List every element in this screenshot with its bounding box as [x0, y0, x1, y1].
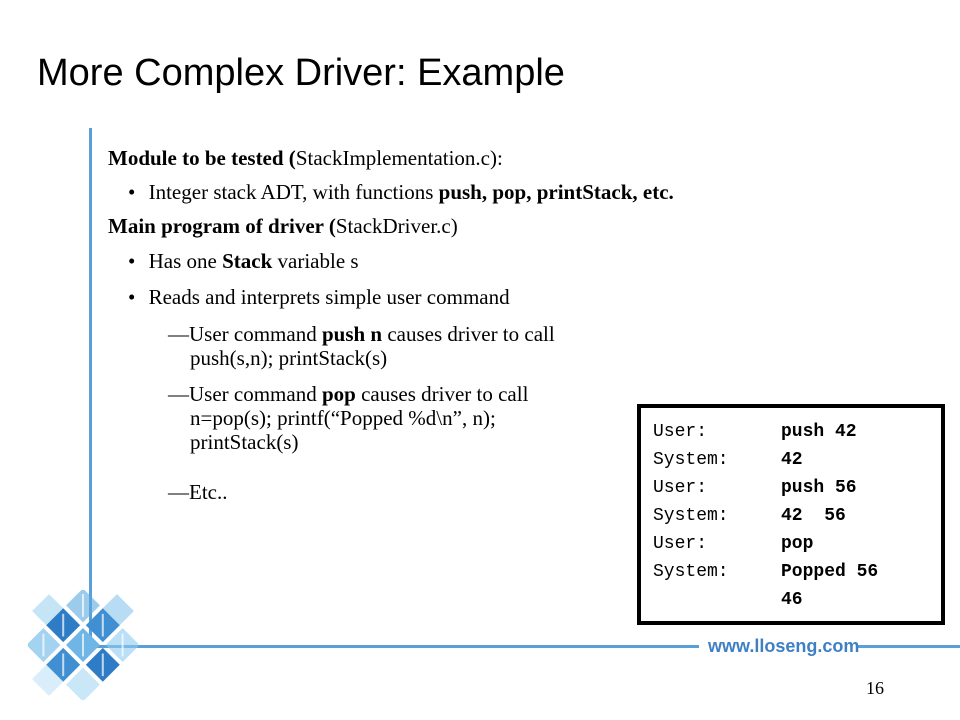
footer-url: www.lloseng.com [708, 636, 860, 656]
console-row [653, 446, 803, 474]
bullet-2-pre: Has one [148, 249, 223, 273]
console-speaker: User: [653, 478, 708, 498]
sub-item-1-bold: push n [321, 322, 383, 346]
console-message: pop [781, 534, 814, 554]
bullet-dot: • [128, 249, 136, 273]
sub-item-2-pre: —User command [168, 382, 322, 406]
bullet-2-bold: Stack [222, 249, 273, 273]
main-heading-file: StackDriver.c) [335, 214, 458, 238]
sub-item-2 [168, 382, 528, 406]
sub-item-2-line3: printStack(s) [190, 430, 299, 454]
bottom-accent-line [89, 645, 699, 648]
page-number: 16 [866, 678, 884, 698]
console-row [653, 474, 857, 502]
console-speaker: System: [653, 450, 729, 470]
main-heading [108, 214, 458, 238]
bullet-1-text: Integer stack ADT, with functions [148, 180, 439, 204]
console-row [653, 558, 878, 586]
bullet-3-text: Reads and interprets simple user command [148, 285, 510, 309]
sub-item-2-bold: pop [321, 382, 356, 406]
bullet-3 [128, 285, 510, 309]
bullet-2 [128, 249, 359, 273]
lloseng-diamond-logo [28, 590, 138, 700]
sub-item-1 [168, 322, 555, 346]
console-speaker: System: [653, 562, 729, 582]
bullet-dot: • [128, 180, 136, 204]
sub-item-3: —Etc.. [168, 480, 228, 504]
sub-item-2-post: causes driver to call [355, 382, 529, 406]
slide-title: More Complex Driver: Example [37, 52, 565, 94]
console-message: 46 [781, 590, 803, 610]
sub-item-1-post: causes driver to call [382, 322, 555, 346]
module-heading-file: StackImplementation.c): [295, 146, 503, 170]
module-heading-bold: Module to be tested ( [108, 146, 296, 170]
console-example-box [637, 404, 945, 625]
sub-item-2-line2: n=pop(s); printf(“Popped %d\n”, n); [190, 406, 496, 430]
bullet-1-bold: push, pop, printStack, etc. [438, 180, 674, 204]
left-accent-line [89, 128, 92, 648]
sub-item-1-line2: push(s,n); printStack(s) [190, 346, 388, 370]
console-row [653, 418, 857, 446]
bottom-accent-line-right [856, 645, 960, 648]
bullet-2-post: variable s [272, 249, 359, 273]
main-heading-bold: Main program of driver ( [108, 214, 336, 238]
console-row [653, 530, 813, 558]
console-message: 42 56 [781, 506, 846, 526]
console-speaker: User: [653, 422, 708, 442]
console-speaker: System: [653, 506, 729, 526]
bullet-1 [128, 180, 674, 204]
bullet-dot: • [128, 285, 136, 309]
console-message: push 42 [781, 422, 857, 442]
sub-item-1-pre: —User command [168, 322, 322, 346]
console-message: Popped 56 [781, 562, 879, 582]
console-row [653, 586, 803, 614]
console-message: 42 [781, 450, 803, 470]
module-heading [108, 146, 503, 170]
console-message: push 56 [781, 478, 857, 498]
console-speaker: User: [653, 534, 708, 554]
console-row [653, 502, 846, 530]
